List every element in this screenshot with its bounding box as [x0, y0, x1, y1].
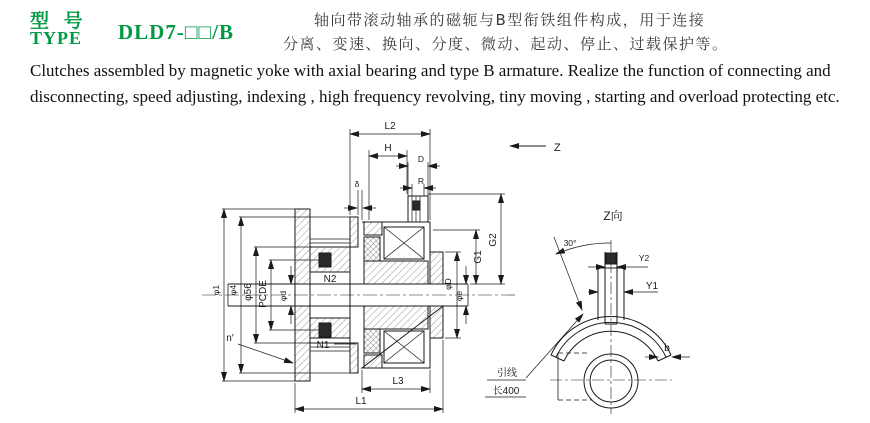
description-cn-line2: 分离、变速、换向、分度、微动、起动、停止、过载保护等。: [283, 35, 729, 53]
dim-label-Y1: Y1: [645, 281, 659, 292]
dim-label-D: D: [417, 154, 425, 164]
terminal-block: [408, 196, 428, 222]
angle-dimension: [554, 237, 611, 310]
dim-label-phid: φd: [278, 290, 288, 302]
type-label-cn: 型 号: [30, 10, 87, 32]
dim-label-N2: N2: [323, 274, 337, 285]
dim-label-pcd: PCDE: [258, 280, 269, 308]
lead-wire-label: 引线: [497, 368, 517, 379]
description-en-line2: disconnecting, speed adjusting, indexing , high frequency revolving, tiny moving , starting and overload protecting etc.: [30, 87, 840, 106]
type-label-en: TYPE: [30, 28, 83, 48]
dim-label-phie: φe: [454, 290, 464, 302]
dim-label-phi1: φ1: [211, 284, 221, 296]
dim-label-delta: δ: [354, 179, 360, 189]
description-en-line1: Clutches assembled by magnetic yoke with axial bearing and type B armature. Realize the function of connecting and: [30, 61, 831, 80]
model-number: DLD7-□□/B: [118, 20, 235, 44]
dim-label-R: R: [417, 176, 425, 186]
view-arrow-label-Z: Z: [554, 142, 561, 154]
dim-label-N1: N1: [316, 340, 330, 351]
dim-label-G2: G2: [488, 233, 499, 247]
lead-wire-length: 长400: [492, 386, 520, 397]
magnetic-yoke: [362, 196, 443, 368]
dim-label-phi56: φ56: [243, 283, 254, 301]
dim-label-L2: L2: [384, 121, 396, 132]
z-direction-view: [550, 237, 690, 414]
z-view-title: Z向: [603, 209, 623, 223]
coil-section: [364, 237, 380, 261]
dim-label-G1: G1: [473, 250, 484, 264]
description-cn-line1: 轴向带滚动轴承的磁轭与B型衔铁组件构成，用于连接: [314, 11, 706, 29]
dim-label-L1: L1: [355, 396, 367, 407]
dim-label-angle: 30°: [563, 238, 577, 248]
dim-label-phi4: φ4: [228, 284, 238, 296]
dim-label-n-prime: n′: [226, 333, 234, 344]
dim-label-b: b: [664, 343, 670, 354]
slot-dimensions: [588, 267, 690, 357]
dim-label-H: H: [384, 143, 392, 154]
dim-label-L3: L3: [392, 376, 404, 387]
dim-label-Y2: Y2: [638, 253, 650, 263]
dim-label-phiD: φD: [443, 278, 453, 290]
